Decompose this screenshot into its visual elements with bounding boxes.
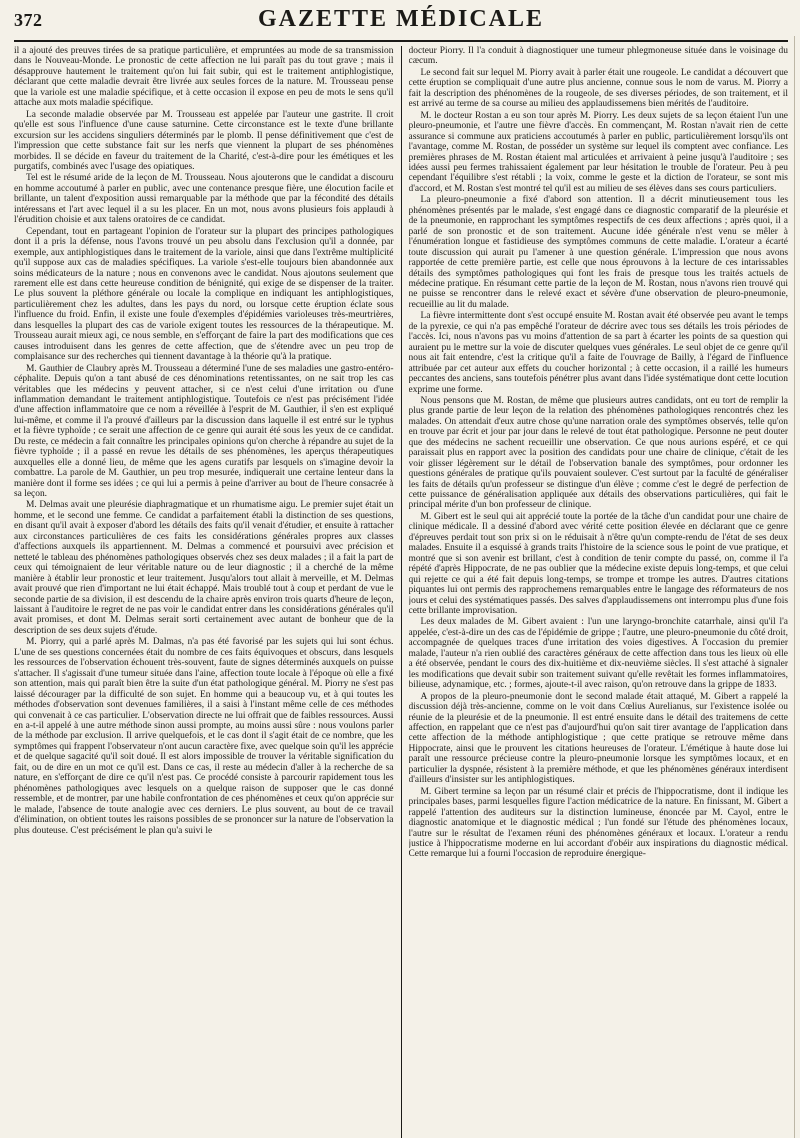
- journal-title: GAZETTE MÉDICALE: [257, 6, 545, 32]
- header-rule: [14, 40, 788, 42]
- paragraph: M. le docteur Rostan a eu son tour après M. Piorry. Les deux sujets de sa leçon étaient l'un une pleuro-pneumonie, et l'autre une fièvre d'accès. En commençant, M. Rostan n'avait rien de cette assurance si commune aux praticiens accoutumés à parler en public, particulièrement lorsqu'ils ont l'avantage, comme M. Rostan, de posséder un système sur lequel ils comptent avec confiance. Les premières phrases de M. Rostan étaient mal articulées et arrivaient à peine jusqu'à l'auditoire ; ses idées aussi peu fermes trahissaient également par leur hésitation le trouble de l'orateur. Peu à peu cependant l'équilibre s'est rétabli ; la voix, comme le geste et la diction de l'orateur, se sont mis d'accord, et M. Rostan s'est montré tel qu'il est au milieu de ses élèves dans ses cours particuliers.: [408, 110, 788, 194]
- paragraph: A propos de la pleuro-pneumonie dont le second malade était attaqué, M. Gibert a rappelé la discussion déjà très-ancienne, comme on le voit dans Cœlius Aurelianus, sur l'existence isolée ou réunie de la pleurésie et de la pneumonie. Il est entré ensuite dans le détail des traitemens de cette affection, en rappelant que ce n'est pas d'aujourd'hui qu'on sait tirer avantage de l'application dans cette affection de la méthode antiphlogistique ; que cette pratique se retrouve même dans Hippocrate, ainsi que le prouvent les citations heureuses de l'orateur. L'émétique à haute dose lui paraît une ressource précieuse contre la pleuro-pneumonie lorsque les symptômes locaux, et en particulier la dyspnée, résistent à la première méthode, et que les phénomènes généraux interdisent d'ailleurs d'insister sur les antiphlogistiques.: [408, 691, 788, 786]
- paragraph: M. Delmas avait une pleurésie diaphragmatique et un rhumatisme aigu. Le premier sujet était un homme, et le second une femme. Ce candidat a parfaitement établi la distinction de ses questions, en disant qu'il avait à exposer d'abord les détails des faits qu'il venait d'étudier, et ensuite à rattacher aux circonstances particulières de ces faits les considérations générales propres aux classes d'affections auxquels ils appartiennent. M. Delmas a commencé et poursuivi avec précision et netteté le tableau des phénomènes pathologiques observés chez ses deux malades ; il a fait la part de ceux qui témoignaient de leur véritable nature ou de leur diagnostic ; il a cherché de la même manière à établir leur pronostic et leur traitement. Jusqu'alors tout allait à merveille, et M. Delmas avait prouvé que rien d'important ne lui était échappé. Mais troublé tout à coup et perdant de vue le seconde partie de sa division, il est descendu de la chaire après environ trois quarts d'heure de leçon, laissant à l'auditoire le regret de ne pas voir le candidat entrer dans les considérations générales qu'il avait promises, et dont M. Delmas serait sorti certainement avec autant de bonheur que de la description de ses deux sujets d'étude.: [14, 500, 394, 636]
- paragraph: M. Gibert termine sa leçon par un résumé clair et précis de l'hippocratisme, dont il indique les principales bases, parmi lesquelles figure l'action médicatrice de la nature. En finissant, M. Gibert a rappelé l'attention des auditeurs sur la distinction lumineuse, énoncée par M. Cayol, entre le diagnostic anatomique et le diagnostic médical ; l'un fondé sur l'étude des phénomènes locaux, l'autre sur le résultat de l'examen réuni des phénomènes généraux et locaux. L'orateur a rendu justice à l'hippocratisme moderne en lui accordant d'obéir aux inspirations du diagnostic médical. Cette remarque lui a fourni l'occasion de reproduire énergique-: [408, 786, 788, 860]
- paragraph: Les deux malades de M. Gibert avaient : l'un une laryngo-bronchite catarrhale, ainsi qu'il l'a appelée, c'est-à-dire un des cas de l'épidémie de grippe ; l'autre, une pleuro-pneumonie du côté droit, accompagnée de quelques traces d'une irritation des voies digestives. A l'occasion du premier malade, l'auteur n'a rien oublié des caractères généraux de cette affection dans tous les lieux où elle a été observée, pendant le cours des dix-huitième et dix-neuvième siècles. Il s'est attaché à signaler les modifications que devait subir son traitement suivant qu'elle revêtait les formes inflammatoires, bilieuse, adynamique, etc. ; formes, ajoute-t-il avec raison, qu'on retrouve dans la grippe de 1833.: [408, 617, 788, 691]
- paragraph: M. Gibert est le seul qui ait apprécié toute la portée de la tâche d'un candidat pour une chaire de clinique médicale. Il a dessiné d'abord avec vérité cette position élevée en déclarant que ce genre d'épreuves perdait tout son prix si on le réduisait à n'être qu'un compte-rendu de l'état de ses deux malades. Ensuite il a esquissé à grands traits l'histoire de la science sous le point de vue pratique, et montré que si son avenir est brillant, c'est à condition de tenir compte du passé, on, comme il l'a répété d'après Hippocrate, de ne pas oublier que la médecine existe depuis long-temps, et que celui qui rejette ce qui a été fait depuis long-temps, se trompe et trompe les autres. D'autres citations piquantes lui ont permis des rapprochemens remarquables entre le langage des réformateurs de nos jours et celui des systématiques passés. Des salves d'applaudissemens ont interrompu plus d'une fois cette brillante improvisation.: [408, 511, 788, 617]
- paragraph: La seconde maladie observée par M. Trousseau est appelée par l'auteur une gastrite. Il croit qu'elle est sous l'influence d'une cause saturnine. Cette circonstance est le texte d'une brillante excursion sur les accidens singuliers déterminés par le plomb. Il pense définitivement que c'est de l'impression que cette substance fait sur les nerfs que viennent la plupart de ses phénomènes morbides. Il se décide en faveur du traitement de la Charité, c'est-à-dire pour les émétiques et les purgatifs, combinés avec l'usage des opiatiques.: [14, 109, 394, 172]
- paragraph: La pleuro-pneumonie a fixé d'abord son attention. Il a décrit minutieusement tous les phénomènes présentés par le malade, s'est engagé dans ce diagnostic comparatif de la pleurésie et de la pneumonie, en rapprochant les symptômes respectifs de ces deux affections ; après quoi, il a parlé de son pronostic et de son traitement. Aucune idée générale n'est venu se mêler à l'énumération longue et fastidieuse des symptômes communs de cette maladie. L'orateur a écarté toute discussion qui aurait pu l'amener à une question générale. L'impression que nous avons rapportée de cette première partie, est celle que nous éprouvons à la lecture de ces intarissables détails des symptômes pathologiques qui font les frais de presque tous les traités actuels de médecine pratique. En résumant cette partie de la leçon de M. Rostan, nous n'avons rien trouvé qui ne puisse se rencontrer dans le relevé exact et sévère d'une observation de pleuro-pneumonie, recueillie au lit du malade.: [408, 195, 788, 310]
- paragraph: Nous pensons que M. Rostan, de même que plusieurs autres candidats, ont eu tort de remplir la plus grande partie de leur leçon de la relation des phénomènes pathologiques rencontrés chez les malades. On attendait d'eux autre chose qu'une narration orale des symptômes observés, telle qu'on en trouve par écrit et jour par jour dans le relevé de tout état pathologique. Personne ne peut douter que des médecins ne sachent recueillir une observation. Ce que nous aurions espéré, et ce qui paraissait plus en rapport avec la position des candidats pour une chaire de clinique, c'était de les voir glisser légèrement sur le détail de l'observation banale des symptômes, pour ordonner les questions générales de pratique qu'ils pouvaient soulever. C'est surtout par la faculté de généraliser les faits de détails qu'un professeur se distingue d'un élève ; comme c'est le degré de perfection de cette puissance de généralisation appliquée aux détails des observations particulières, qui fait le principal mérite d'un bon professeur de clinique.: [408, 395, 788, 511]
- paragraph: La fièvre intermittente dont s'est occupé ensuite M. Rostan avait été observée peu avant le temps de la pyrexie, ce qui n'a pas empêché l'orateur de décrire avec tous ses détails les trois périodes de l'accès. Ici, nous n'avons pas vu moins d'attention de sa part à écarter les points de sa question qui auraient pu le mettre sur la voie de discuter quelques vues générales. Le seul objet de ce genre qu'il nous ait fait entendre, c'est la critique qu'il a faite de l'ouvrage de Bailly, à l'égard de l'influence attribuée par cet auteur aux effets du coucher horizontal ; à cette occasion, il a raillé les humeurs peccantes des anciens, sans toutefois pénétrer plus avant dans l'idée systématique dont cette locution exprime une forme.: [408, 311, 788, 395]
- paragraph: Cependant, tout en partageant l'opinion de l'orateur sur la plupart des principes pathologiques dont il a pris la défense, nous l'avons trouvé un peu absolu dans l'exclusion qu'il a donnée, par exemple, aux antiphlogistiques dans le traitement de la variole, ainsi que dans l'extrême multiplicité qu'il suppose aux cas de maladies spécifiques. La variole s'est-elle toujours bien abandonnée aux soins médicateurs de la nature ; nous en convenons avec le candidat. Nous ajoutons seulement que rarement elle est dans cette heureuse condition de bénignité, qui exige de se dispenser de la traiter. Le plus souvent la pléthore générale ou locale la complique en indiquant les antiphlogistiques, particulièrement chez les adultes, dans les pays du nord, ou lorsque cette éruption éclate sous l'influence du froid. Enfin, il existe une foule d'exemples d'épidémies varioleuses très-meurtrières, dans lesquelles la plupart des cas de variole exigent toutes les ressources de la thérapeutique. M. Trousseau aurait mieux agi, ce nous semble, en s'efforçant de faire la part des modifications que ces causes introduisent dans les genres de cette affection, que de s'étendre avec un peu trop de complaisance sur des recherches qui tiennent davantage à la théorie qu'à la pratique.: [14, 226, 394, 363]
- paragraph: M. Gauthier de Claubry après M. Trousseau a déterminé l'une de ses maladies une gastro-entéro-céphalite. Depuis qu'on a tant abusé de ces dénominations retentissantes, on ne sait trop les cas véritables que les médecins y peuvent attacher, si ce n'est celui d'une irritation ou d'une inflammation demandant le traitement antiphlogistique. Toutefois ce n'est pas précisément l'idée d'une affection inflammatoire que ce nom a réveillée à l'esprit de M. Gauthier, il s'en est expliqué lui-même, et comme il l'a prouvé d'ailleurs par la discussion dans laquelle il est entré sur le typhus et la fièvre typhoïde ; ce serait une affection de ce genre qui aurait été sous les yeux de ce candidat. Du reste, ce médecin a fait connaître les principales opinions qu'on cherche à répandre au sujet de la fièvre typhoïde ; il a passé en revue les détails de ses phénomènes, les aperçus thérapeutiques auxquelles elle a donné lieu, de même que les agens curatifs par lesquels on s'imagine devoir la combattre. La parole de M. Gauthier, un peu trop mesurée, indiquerait une certaine lenteur dans la manière dont il forme ses idées ; ce qui lui a permis à peine d'arriver au bout de l'heure consacrée à sa leçon.: [14, 363, 394, 500]
- page-edge-shadow: [794, 36, 798, 1138]
- page-header: [14, 6, 788, 38]
- left-column: [14, 46, 394, 1138]
- text-columns: [14, 46, 788, 1138]
- paragraph: il a ajouté des preuves tirées de sa pratique particulière, et empruntées au mode de sa transmission dans le Nouveau-Monde. Le pronostic de cette affection ne lui paraît pas du tout grave ; mais il désapprouve hautement le traitement qu'on lui fait subir, qui est le traitement antiphlogistique, déclarant que cette maladie devrait être livrée aux seules forces de la nature. M. Trousseau pense que la variole est une maladie spécifique, et à cette occasion il expose en peu de mots le sens qu'il attache aux mots maladie spécifique.: [14, 46, 394, 109]
- paragraph: Le second fait sur lequel M. Piorry avait à parler était une rougeole. Le candidat a découvert que cette éruption se compliquait d'une autre plus ancienne, connue sous le nom de varus. M. Piorry a fait la description des phénomènes de la rougeole, de ses diverses périodes, de son traitement, et il est arrivé au terme de sa course au milieu des applaudissemens bien mérités de l'auditoire.: [408, 67, 788, 110]
- column-divider: [401, 46, 402, 1138]
- paragraph: Tel est le résumé aride de la leçon de M. Trousseau. Nous ajouterons que le candidat a discouru en homme accoutumé à parler en public, avec une contenance presque fière, une élocution facile et brillante, un talent d'exposition aussi remarquable par la méthode que par la fécondité des détails intéressans et l'art avec lequel il a su les placer. En un mot, nous avons plusieurs fois applaudi à l'érudition choisie et aux talens oratoires de ce candidat.: [14, 173, 394, 226]
- paragraph: docteur Piorry. Il l'a conduit à diagnostiquer une tumeur phlegmoneuse située dans le voisinage du cæcum.: [408, 46, 788, 67]
- page-number: 372: [14, 10, 43, 30]
- paragraph: M. Piorry, qui a parlé après M. Dalmas, n'a pas été favorisé par les sujets qui lui sont échus. L'une de ses questions concernées était du nombre de ces faits équivoques et obscurs, dans lesquels les ressources de l'observation échouent très-souvent, faute de signes déterminés auxquels on puisse s'attacher. Il s'agissait d'une tumeur située dans l'aine, affection toute locale à l'époque où elle a fixé son attention, mais qui paraît bien être la suite d'un état pathologique général. M. Piorry ne s'est pas laissé décourager par la difficulté de son sujet. En homme qui a beaucoup vu, et à qui toutes les méthodes d'observation sont devenues familières, il a saisi à l'instant même celle de ces méthodes qui convenait à ce cas particulier. L'observation directe ne lui offrait que de faibles ressources. Aussi en a-t-il appelé à une autre méthode sinon aussi prompte, au moins aussi sûre : nous voulons parler de la méthode par exclusion. Il arrive quelquefois, et le cas dont il s'agit était de ce nombre, que les symptômes qui frappent l'observateur n'ont aucun caractère fixe, avec quelque soin qu'il les apprécie et de quelque sagacité qu'il soit doué. Il est alors impossible de trouver la véritable signification du fait, ou de dire en un mot ce qu'il est. Dans ce cas, il reste au médecin d'aller à la recherche de sa nature, en s'efforçant de dire ce qu'il n'est pas. Ce procédé consiste à parcourir rapidement tous les phénomènes pathologiques avec lesquels on a quelque raison de supposer que le cas donné ressemble, et de montrer, par une habile confrontation de ces phénomènes et ceux qu'on apprécie sur le malade, l'absence de toute analogie avec ces derniers. Le plus souvent, au bout de ce travail d'élimination, on obtient toutes les raisons possibles de se prononcer sur la nature de l'observation la plus douteuse. C'est précisément le plan qu'a suivi le: [14, 637, 394, 836]
- right-column: [409, 46, 789, 1138]
